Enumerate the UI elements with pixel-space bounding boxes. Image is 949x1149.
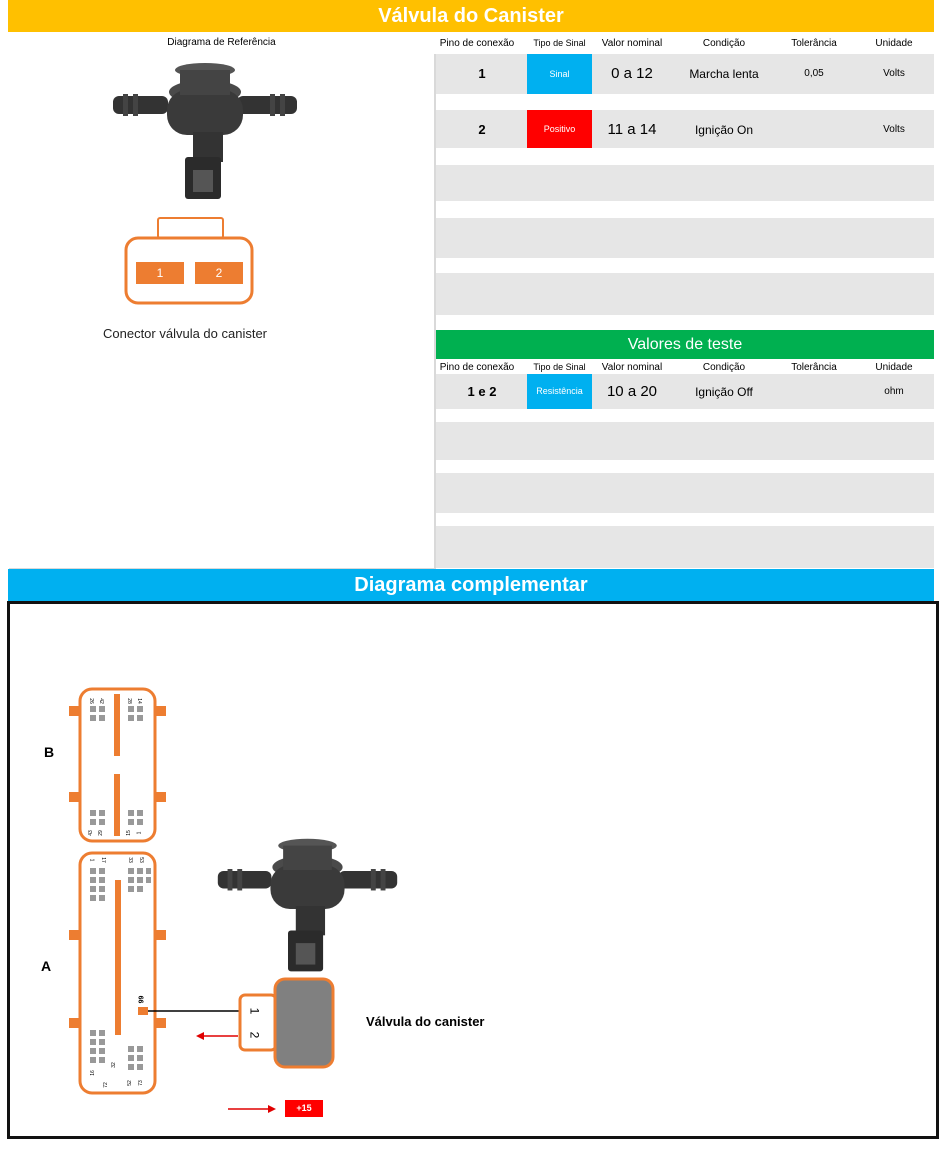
test-col-pin-header: Pino de conexão <box>439 362 515 373</box>
connector-pin-1: 1 <box>156 266 164 280</box>
condition-value: Marcha lenta <box>689 67 759 81</box>
canister-valve-image <box>210 836 405 981</box>
connector-a-pin: 72 <box>102 1082 109 1088</box>
col-nominal-header: Valor nominal <box>601 38 663 49</box>
ecu-pin-label: 66 <box>136 995 144 1004</box>
condition-value: Ignição On <box>694 123 754 137</box>
connector-b-pin: 1 <box>136 831 143 835</box>
test-condition-value: Ignição Off <box>695 385 753 399</box>
test-col-unit-header: Unidade <box>875 362 913 373</box>
nominal-value: 0 a 12 <box>611 65 653 82</box>
pin-number: 2 <box>478 122 486 137</box>
pin-number: 1 <box>478 66 486 81</box>
table-row <box>436 526 934 568</box>
signal-badge: Positivo <box>527 110 592 148</box>
valve-label: Válvula do canister <box>366 1014 485 1029</box>
table-row <box>436 273 934 315</box>
connector-b-pin: 15 <box>125 830 132 836</box>
table-row <box>436 422 934 460</box>
test-col-condition-header: Condição <box>702 362 746 373</box>
valve-pin-2: 2 <box>247 1031 262 1039</box>
ecu-connector-b <box>66 686 170 846</box>
test-values-title: Valores de teste <box>436 330 934 359</box>
test-signal-badge: Resistência <box>527 374 592 409</box>
connector-b-pin: 42 <box>97 698 104 704</box>
table-row <box>436 218 934 258</box>
col-pin-header: Pino de conexão <box>439 38 515 49</box>
connector-a-pin: 33 <box>126 857 133 863</box>
unit-value: Volts <box>883 68 905 79</box>
connector-a-pin: 52 <box>126 1080 133 1086</box>
table-row <box>436 473 934 513</box>
valve-connector-wiring <box>137 975 340 1120</box>
connector-a-label: A <box>41 958 52 974</box>
connector-a-pin: 53 <box>137 857 144 863</box>
connector-a-pin: 32 <box>110 1062 117 1068</box>
connector-b-pin: 29 <box>97 830 104 836</box>
connector-label: Conector válvula do canister <box>102 326 268 341</box>
connector-b-label: B <box>44 744 55 760</box>
signal-badge: Sinal <box>527 54 592 94</box>
power-badge: +15 <box>285 1100 323 1117</box>
table-row <box>436 165 934 201</box>
connector-a-pin: 17 <box>99 857 106 863</box>
col-condition-header: Condição <box>702 38 746 49</box>
test-col-tolerance-header: Tolerância <box>791 362 837 373</box>
connector-a-pin: 73 <box>137 1080 144 1086</box>
valve-pin-1: 1 <box>247 1007 262 1015</box>
test-col-signal-header: Tipo de Sinal <box>533 362 586 372</box>
complementary-title: Diagrama complementar <box>8 569 934 601</box>
connector-a-pin: 1 <box>88 858 95 862</box>
unit-value: Volts <box>883 124 905 135</box>
canister-valve-image <box>105 62 305 207</box>
test-unit-value: ohm <box>884 386 904 397</box>
connector-b-pin: 14 <box>135 698 142 704</box>
reference-header: Diagrama de Referência <box>167 37 276 48</box>
test-col-nominal-header: Valor nominal <box>601 362 663 373</box>
page-title: Válvula do Canister <box>8 0 934 32</box>
connector-pin-2: 2 <box>215 266 223 280</box>
connector-a-pin: 16 <box>89 1070 96 1076</box>
col-signal-header: Tipo de Sinal <box>533 38 586 48</box>
tolerance-value: 0,05 <box>804 68 824 79</box>
test-nominal-value: 10 a 20 <box>606 383 658 400</box>
nominal-value: 11 a 14 <box>607 121 657 138</box>
col-tolerance-header: Tolerância <box>791 38 837 49</box>
connector-b-pin: 26 <box>87 698 94 704</box>
test-pin-number: 1 e 2 <box>467 384 497 399</box>
connector-b-pin: 28 <box>125 698 132 704</box>
connector-b-pin: 43 <box>87 830 94 836</box>
col-unit-header: Unidade <box>875 38 913 49</box>
